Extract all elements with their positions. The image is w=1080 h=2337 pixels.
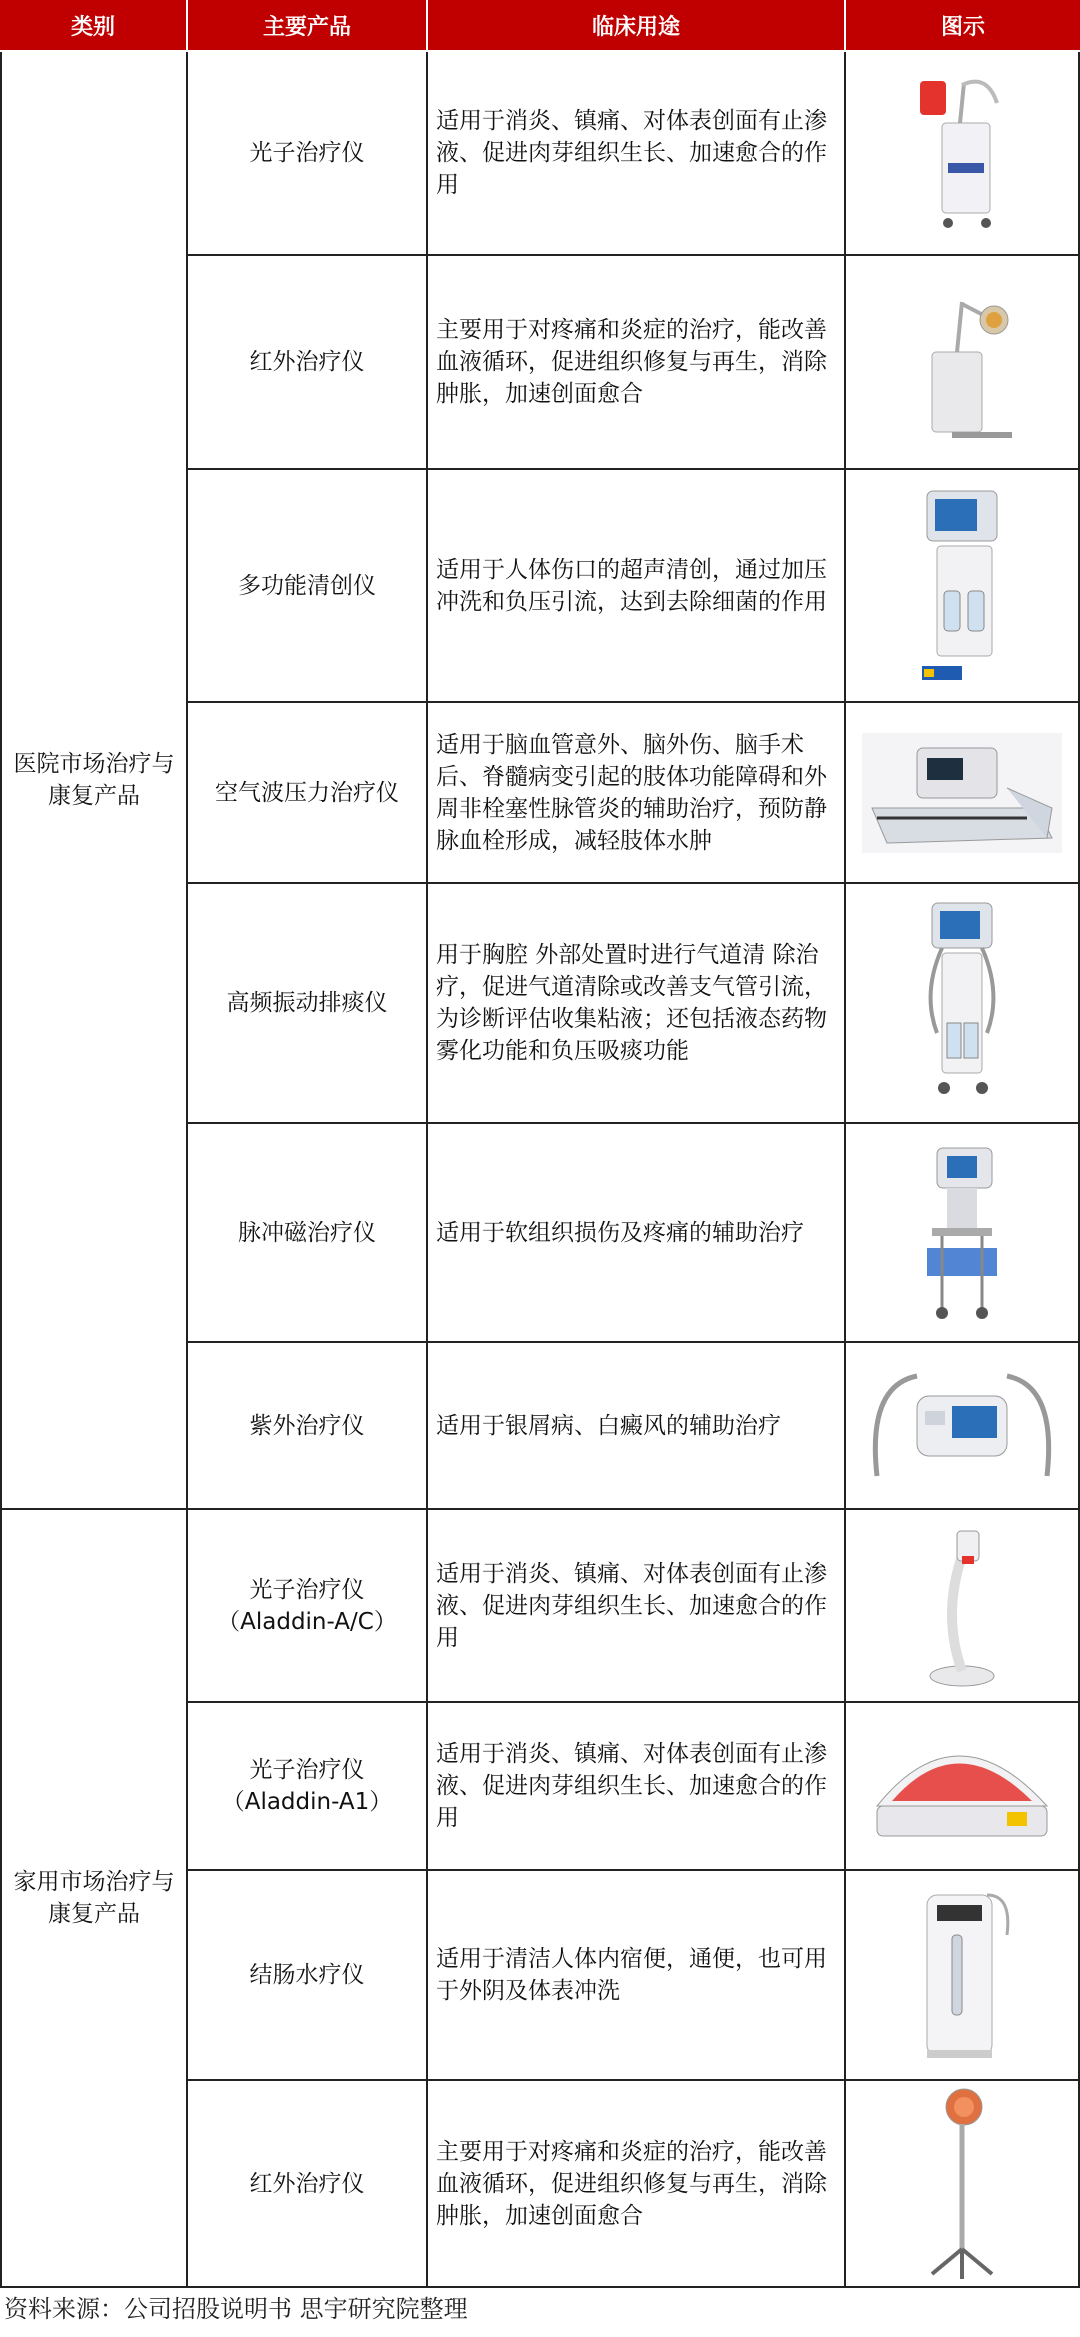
header-product: 主要产品 bbox=[188, 0, 428, 52]
product-name-cell bbox=[188, 1343, 428, 1510]
clinical-usage-text: 适用于消炎、镇痛、对体表创面有止渗液、促进肉芽组织生长、加速愈合的作用 bbox=[436, 1741, 827, 1831]
category-home-label: 家用市场治疗与 康复产品 bbox=[13, 1869, 175, 1927]
product-name: 多功能清创仪 bbox=[238, 572, 376, 599]
dome-photon-device-icon bbox=[857, 1716, 1067, 1856]
colon-hydrotherapy-device-icon bbox=[902, 1875, 1022, 2075]
table-row bbox=[0, 1343, 1080, 1510]
product-image-cell bbox=[846, 1703, 1080, 1871]
product-name: 结肠水疗仪 bbox=[249, 1962, 365, 1988]
product-name-cell bbox=[188, 470, 428, 703]
product-name-cell bbox=[188, 52, 428, 256]
product-name: 红外治疗仪 bbox=[249, 2170, 365, 2197]
home-infrared-lamp-icon bbox=[902, 2079, 1022, 2289]
photon-therapy-device-icon bbox=[902, 63, 1022, 243]
pulse-magnetic-device-icon bbox=[902, 1138, 1022, 1328]
product-image-cell bbox=[846, 52, 1080, 256]
product-name-cell bbox=[188, 1871, 428, 2081]
clinical-usage-text: 主要用于对疼痛和炎症的治疗，能改善血液循环，促进组织修复与再生，消除肿胀，加速创面愈合 bbox=[436, 2138, 827, 2229]
table-row bbox=[0, 2081, 1080, 2288]
sputum-drainage-device-icon bbox=[902, 893, 1022, 1113]
table-row bbox=[0, 1124, 1080, 1343]
clinical-usage-cell bbox=[428, 256, 846, 470]
clinical-usage-text: 适用于银屑病、白癜风的辅助治疗 bbox=[436, 1412, 781, 1439]
product-name: 光子治疗仪 （Aladdin-A1） bbox=[221, 1757, 393, 1815]
clinical-usage-text: 用于胸腔 外部处置时进行气道清 除治疗，促进气道清除或改善支气管引流，为诊断评估收集粘液；还包括液态药物雾化功能和负压吸痰功能 bbox=[436, 942, 827, 1064]
product-image-cell bbox=[846, 1510, 1080, 1703]
infrared-therapy-device-icon bbox=[902, 272, 1022, 452]
product-name: 光子治疗仪 bbox=[249, 140, 365, 166]
product-name: 空气波压力治疗仪 bbox=[215, 779, 399, 806]
air-pressure-therapy-device-icon bbox=[857, 728, 1067, 858]
product-image-cell bbox=[846, 1343, 1080, 1510]
table-row bbox=[0, 1871, 1080, 2081]
header-category: 类别 bbox=[0, 0, 188, 52]
product-name: 紫外治疗仪 bbox=[249, 1412, 365, 1439]
uv-therapy-device-icon bbox=[857, 1356, 1067, 1496]
clinical-usage-text: 适用于脑血管意外、脑外伤、脑手术后、脊髓病变引起的肢体功能障碍和外周非栓塞性脉管炎的辅助治疗，预防静脉血栓形成，减轻肢体水肿 bbox=[436, 731, 827, 854]
product-image-cell bbox=[846, 2081, 1080, 2288]
table-row bbox=[0, 470, 1080, 703]
clinical-usage-cell bbox=[428, 884, 846, 1124]
product-name-cell bbox=[188, 1510, 428, 1703]
clinical-usage-cell bbox=[428, 1124, 846, 1343]
table-row bbox=[0, 703, 1080, 884]
clinical-usage-cell bbox=[428, 703, 846, 884]
clinical-usage-text: 适用于软组织损伤及疼痛的辅助治疗 bbox=[436, 1219, 804, 1246]
product-name-cell bbox=[188, 1703, 428, 1871]
table-row bbox=[0, 52, 1080, 256]
clinical-usage-cell bbox=[428, 1871, 846, 2081]
product-name-cell bbox=[188, 2081, 428, 2288]
product-name-cell bbox=[188, 1124, 428, 1343]
product-name-cell bbox=[188, 884, 428, 1124]
clinical-usage-text: 适用于人体伤口的超声清创，通过加压冲洗和负压引流，达到去除细菌的作用 bbox=[436, 556, 827, 615]
table-row bbox=[0, 1703, 1080, 1871]
product-image-cell bbox=[846, 703, 1080, 884]
clinical-usage-cell bbox=[428, 1703, 846, 1871]
source-note: 资料来源：公司招股说明书 思宇研究院整理 bbox=[4, 2295, 468, 2323]
clinical-usage-cell bbox=[428, 470, 846, 703]
debridement-device-icon bbox=[902, 481, 1022, 691]
product-name: 红外治疗仪 bbox=[249, 349, 365, 375]
clinical-usage-text: 主要用于对疼痛和炎症的治疗，能改善血液循环，促进组织修复与再生，消除肿胀，加速创面愈合 bbox=[436, 317, 827, 407]
table-row bbox=[0, 256, 1080, 470]
product-name: 脉冲磁治疗仪 bbox=[238, 1219, 376, 1246]
clinical-usage-cell bbox=[428, 52, 846, 256]
product-image-cell bbox=[846, 1871, 1080, 2081]
table-header bbox=[0, 0, 1080, 52]
clinical-usage-cell bbox=[428, 1343, 846, 1510]
clinical-usage-text: 适用于清洁人体内宿便，通便，也可用于外阴及体表冲洗 bbox=[436, 1946, 827, 2004]
product-image-cell bbox=[846, 884, 1080, 1124]
desk-lamp-photon-device-icon bbox=[902, 1516, 1022, 1696]
clinical-usage-text: 适用于消炎、镇痛、对体表创面有止渗液、促进肉芽组织生长、加速愈合的作用 bbox=[436, 1560, 827, 1651]
category-hospital-label: 医院市场治疗与 康复产品 bbox=[13, 751, 175, 809]
product-image-cell bbox=[846, 256, 1080, 470]
product-name: 光子治疗仪 （Aladdin-A/C） bbox=[217, 1576, 397, 1635]
clinical-usage-text: 适用于消炎、镇痛、对体表创面有止渗液、促进肉芽组织生长、加速愈合的作用 bbox=[436, 108, 827, 198]
product-name: 高频振动排痰仪 bbox=[226, 990, 388, 1016]
clinical-usage-cell bbox=[428, 2081, 846, 2288]
header-image: 图示 bbox=[846, 0, 1080, 52]
table-row bbox=[0, 1510, 1080, 1703]
product-name-cell bbox=[188, 703, 428, 884]
table-row bbox=[0, 884, 1080, 1124]
clinical-usage-cell bbox=[428, 1510, 846, 1703]
product-image-cell bbox=[846, 470, 1080, 703]
header-usage: 临床用途 bbox=[428, 0, 846, 52]
product-name-cell bbox=[188, 256, 428, 470]
product-image-cell bbox=[846, 1124, 1080, 1343]
